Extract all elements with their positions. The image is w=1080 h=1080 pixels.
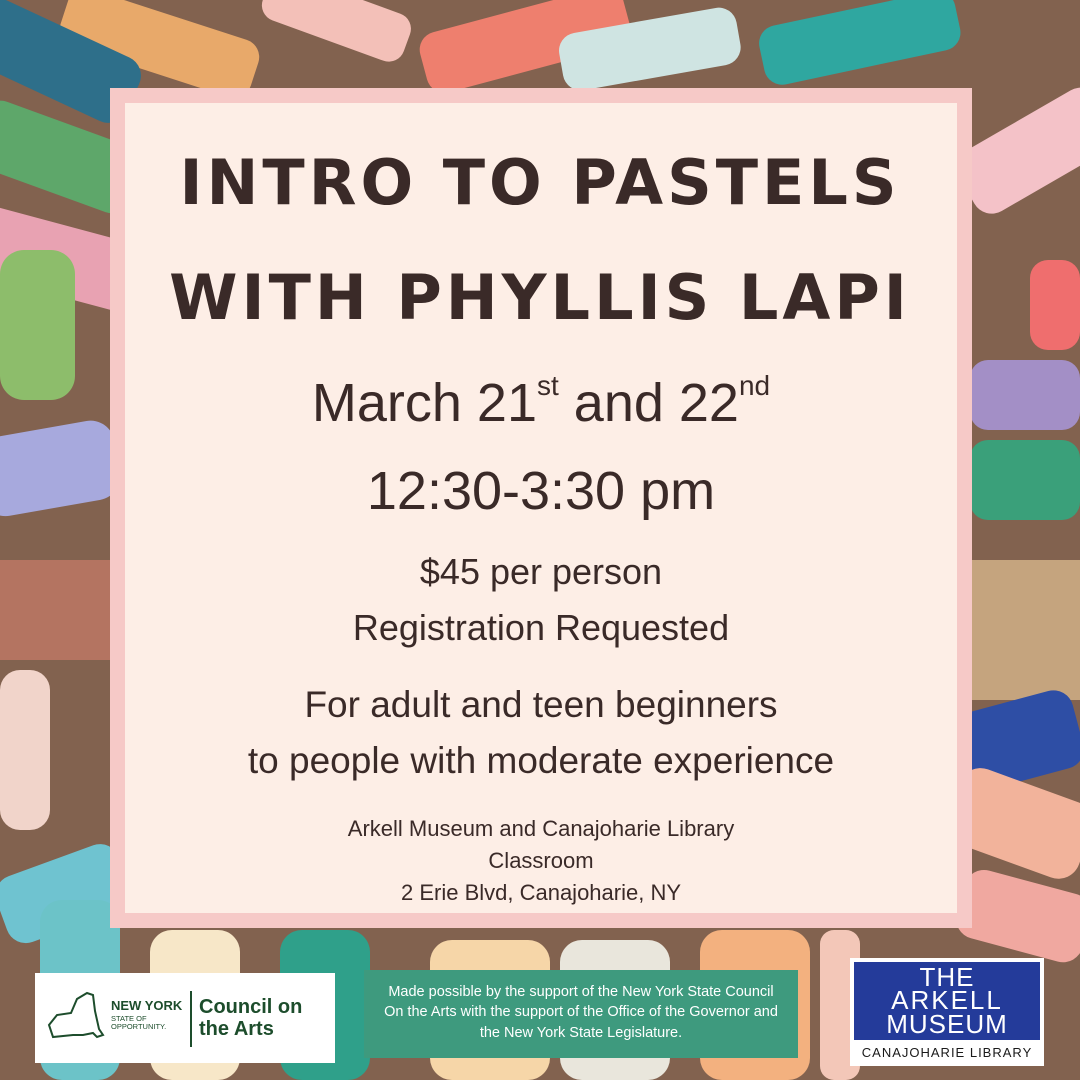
arkell-the: THE bbox=[919, 962, 975, 992]
date-part-1: March 21 bbox=[311, 373, 537, 433]
arkell-museum-logo bbox=[850, 958, 1044, 1066]
date-ordinal-1: st bbox=[537, 370, 559, 401]
event-title-line-1: INTRO TO PASTELS bbox=[179, 146, 901, 219]
nysca-divider bbox=[190, 991, 192, 1047]
location-line-2: Classroom bbox=[488, 848, 594, 873]
event-price: $45 per person bbox=[419, 551, 663, 592]
nysca-state-name: NEW YORK bbox=[111, 998, 183, 1013]
support-note: Made possible by the support of the New York State Council On the Arts with the support of the Office of the Governor and the New York State Legislature. bbox=[364, 970, 798, 1058]
event-dates bbox=[110, 370, 972, 433]
audience-line-1: For adult and teen beginners bbox=[304, 684, 778, 725]
date-ordinal-2: nd bbox=[738, 370, 771, 401]
registration-note: Registration Requested bbox=[352, 607, 730, 648]
arkell-name: ARKELL bbox=[891, 985, 1003, 1015]
arkell-museum-word: MUSEUM bbox=[886, 1009, 1008, 1039]
location-line-1: Arkell Museum and Canajoharie Library bbox=[347, 816, 735, 841]
location-line-3: 2 Erie Blvd, Canajoharie, NY bbox=[400, 880, 682, 905]
date-part-2: and 22 bbox=[558, 373, 739, 433]
nysca-council-name: Council on the Arts bbox=[199, 996, 303, 1040]
new-york-state-outline-icon bbox=[43, 985, 109, 1051]
event-time: 12:30-3:30 pm bbox=[366, 461, 716, 521]
nysca-logo bbox=[35, 973, 335, 1063]
arkell-library: CANAJOHARIE LIBRARY bbox=[861, 1045, 1033, 1060]
event-title-line-2: WITH PHYLLIS LAPI bbox=[169, 261, 911, 334]
audience-line-2: to people with moderate experience bbox=[247, 740, 835, 781]
arkell-logo-box bbox=[854, 962, 1040, 1040]
nysca-tagline: STATE OF OPPORTUNITY. bbox=[111, 1014, 167, 1032]
